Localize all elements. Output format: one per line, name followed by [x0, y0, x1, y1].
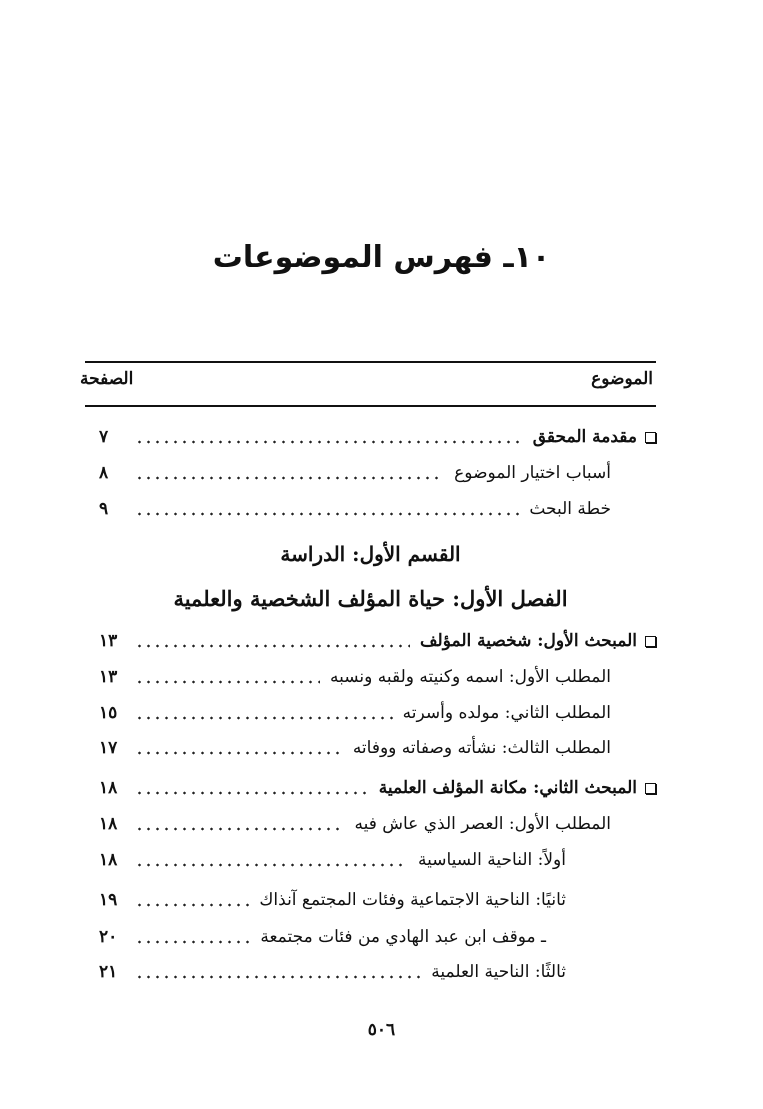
page-number: ٥٠٦: [367, 1020, 396, 1040]
toc-entry[interactable]: [85, 807, 656, 841]
toc-entry-page: ١٧: [99, 738, 118, 758]
dot-leader: [135, 826, 344, 832]
checkbox-bullet-icon: [645, 783, 656, 794]
toc-entry-page: ٢١: [99, 962, 118, 982]
toc-entry[interactable]: [85, 920, 656, 954]
toc-entry-page: ١٨: [99, 778, 118, 798]
toc-entry-page: ١٥: [99, 703, 118, 723]
page-title: ١٠ـ فهرس الموضوعات: [212, 240, 551, 275]
dot-leader: [135, 439, 523, 445]
dot-leader: [135, 475, 444, 481]
toc-entry-page: ١٣: [99, 667, 118, 687]
toc-entry-page: ١٨: [99, 850, 118, 870]
checkbox-bullet-icon: [645, 636, 656, 647]
dot-leader: [135, 939, 250, 945]
dot-leader: [135, 750, 343, 756]
toc-entry-page: ٨: [99, 463, 109, 483]
toc-entry-text: ـ موقف ابن عبد الهادي من فئات مجتمعة: [260, 927, 546, 947]
dot-leader: [135, 974, 421, 980]
dot-leader: [135, 790, 369, 796]
toc-entry-page: ١٨: [99, 814, 118, 834]
toc-entry[interactable]: [85, 696, 656, 730]
dot-leader: [135, 679, 320, 685]
dot-leader: [135, 862, 408, 868]
toc-entry-text: ثالثًا: الناحية العلمية: [431, 962, 566, 982]
toc-entry[interactable]: [85, 955, 656, 989]
toc-entry-text: مقدمة المحقق: [532, 427, 637, 447]
toc-entry[interactable]: [85, 731, 656, 765]
part-heading: القسم الأول: الدراسة: [280, 542, 461, 566]
dot-leader: [135, 511, 519, 517]
toc-entry[interactable]: [85, 456, 656, 490]
toc-entry[interactable]: [85, 660, 656, 694]
toc-entry[interactable]: [85, 883, 656, 917]
toc-entry-text: المبحث الأول: شخصية المؤلف: [419, 631, 637, 651]
checkbox-bullet-icon: [645, 432, 656, 443]
table-top-rule: [85, 361, 656, 363]
toc-entry[interactable]: [85, 771, 656, 805]
toc-entry[interactable]: [85, 843, 656, 877]
toc-entry-text: المبحث الثاني: مكانة المؤلف العلمية: [378, 778, 637, 798]
toc-entry-page: ٧: [99, 427, 109, 447]
toc-entry-text: المطلب الأول: العصر الذي عاش فيه: [354, 814, 611, 834]
toc-entry-text: المطلب الأول: اسمه وكنيته ولقبه ونسبه: [329, 667, 611, 687]
chapter-heading: الفصل الأول: حياة المؤلف الشخصية والعلمية: [173, 586, 568, 611]
toc-entry-page: ١٣: [99, 631, 118, 651]
header-bottom-rule: [85, 405, 656, 407]
toc-entry-text: ثانيًا: الناحية الاجتماعية وفئات المجتمع آنذاك: [259, 890, 566, 910]
toc-entry-text: خطة البحث: [529, 499, 611, 519]
toc-entry-page: ٢٠: [99, 927, 118, 947]
toc-entry[interactable]: [85, 624, 656, 658]
toc-entry[interactable]: [85, 420, 656, 454]
toc-entry-page: ١٩: [99, 890, 118, 910]
subject-column-header: الموضوع: [591, 369, 653, 389]
dot-leader: [135, 643, 410, 649]
toc-entry-text: المطلب الثاني: مولده وأسرته: [402, 703, 611, 723]
toc-entry-text: أولاً: الناحية السياسية: [418, 850, 566, 870]
page-column-header: الصفحة: [80, 369, 134, 389]
toc-entry-page: ٩: [99, 499, 109, 519]
dot-leader: [135, 902, 249, 908]
dot-leader: [135, 715, 393, 721]
toc-entry[interactable]: [85, 492, 656, 526]
toc-entry-text: أسباب اختيار الموضوع: [454, 463, 611, 483]
toc-entry-text: المطلب الثالث: نشأته وصفاته ووفاته: [352, 738, 611, 758]
